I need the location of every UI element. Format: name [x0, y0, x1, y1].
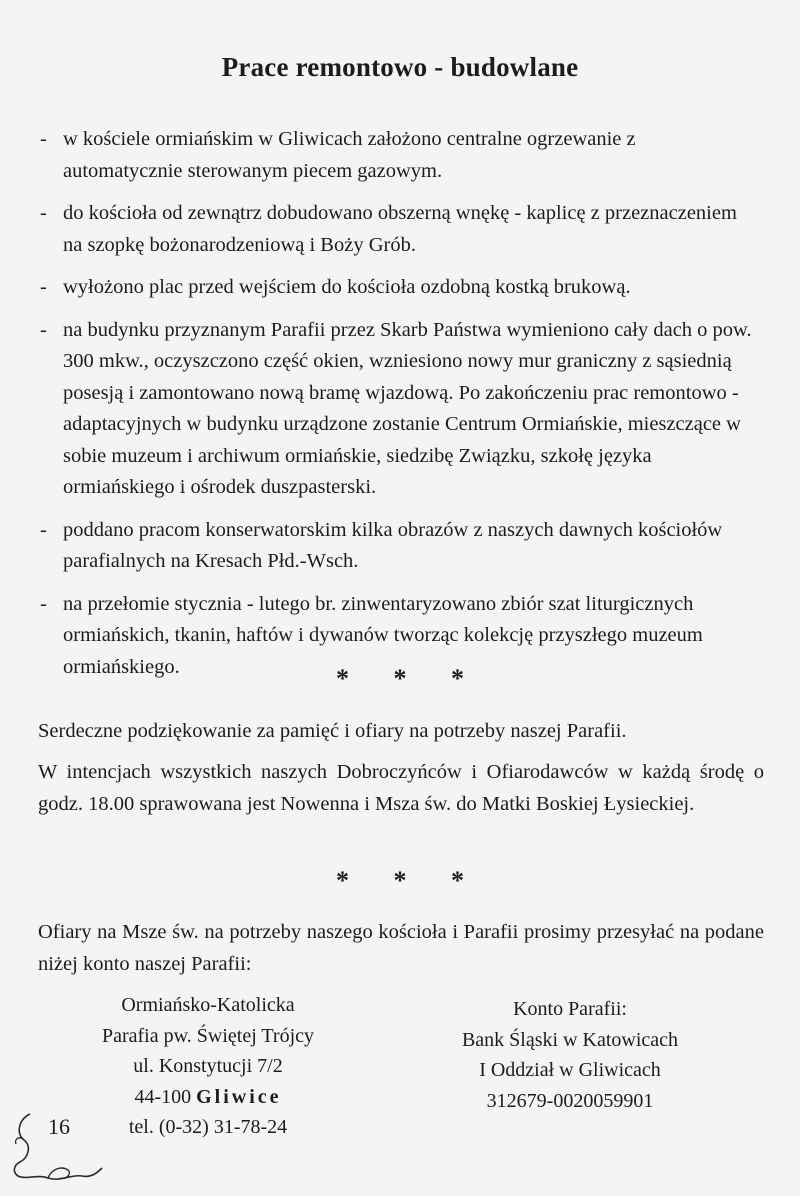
novena-paragraph: W intencjach wszystkich naszych Dobroczyńców i Ofiarodawców w każdą środę o godz. 18.00 sprawowana jest Nowenna i Msza św. do Matki Boskiej Łysieckiej. [38, 761, 764, 815]
address-line: Parafia pw. Świętej Trójcy [101, 1024, 314, 1047]
page-title: Prace remontowo - budowlane [221, 52, 579, 82]
list-item [40, 124, 760, 187]
list-bullet: - [40, 318, 47, 341]
list-item-text: w kościele ormiańskim w Gliwicach założono centralne ogrzewanie z automatycznie sterowanym piecem gazowym. [63, 128, 636, 182]
address-line: ul. Konstytucji 7/2 [133, 1055, 283, 1077]
donations-paragraph: Ofiary na Msze św. na potrzeby naszego kościoła i Parafii prosimy przesyłać na podane niżej konto naszej Parafii: [38, 921, 764, 975]
bank-name: Bank Śląski w Katowicach [461, 1028, 679, 1051]
list-bullet: - [40, 518, 47, 541]
list-bullet: - [40, 592, 47, 615]
parish-address [68, 990, 348, 1143]
list-item-text: na przełomie stycznia - lutego br. zinwentaryzowano zbiór szat liturgicznych ormiańskich, tkanin, haftów i dywanów tworząc kolekcję przyszłego muzeum ormiańskiego. [63, 592, 703, 678]
section-separator: * * * [336, 866, 464, 895]
bank-branch: I Oddział w Gliwicach [479, 1059, 661, 1081]
section-separator: * * * [336, 664, 464, 693]
list-bullet: - [40, 202, 47, 224]
list-item [40, 315, 760, 504]
account-label: Konto Parafii: [513, 998, 627, 1020]
list-item [40, 272, 760, 304]
list-item-text: wyłożono plac przed wejściem do kościoła ozdobną kostką brukową. [63, 276, 631, 298]
address-city-line [68, 1082, 348, 1113]
list-item-text: do kościoła od zewnątrz dobudowano obszerną wnękę - kaplicę z przeznaczeniem na szopkę bożonarodzeniową i Boży Grób. [63, 202, 737, 256]
address-line: Ormiańsko-Katolicka [121, 994, 295, 1016]
postcode: 44-100 [134, 1085, 192, 1108]
page-number: 16 [48, 1114, 70, 1139]
list-item [40, 515, 760, 578]
account-number: 312679-0020059901 [486, 1089, 654, 1112]
list-bullet: - [40, 276, 47, 298]
list-bullet: - [40, 128, 47, 150]
thanks-paragraph: Serdeczne podziękowanie za pamięć i ofiary na potrzeby naszej Parafii. [38, 720, 627, 742]
list-item-text: poddano pracom konserwatorskim kilka obrazów z naszych dawnych kościołów parafialnych na Kresach Płd.-Wsch. [63, 518, 723, 572]
phone-line: tel. (0-32) 31-78-24 [128, 1116, 288, 1138]
works-list [40, 124, 760, 694]
city: Gliwice [196, 1085, 282, 1108]
bank-account [420, 994, 720, 1116]
list-item-text: na budynku przyznanym Parafii przez Skarb Państwa wymieniono cały dach o pow. 300 mkw., oczyszczono część okien, wzniesiono nowy mur graniczny z sąsiednią posesją i zamontowano nową bramę wjazdową. Po zakończeniu prac remontowo - adaptacyjnych w budynku urządzone zostanie Centrum Ormiańskie, mieszczące w sobie muzeum i archiwum ormiańskie, siedzibę Związku, szkołę języka ormiańskiego i ośrodek duszpasterski. [63, 318, 752, 498]
list-item [40, 198, 760, 261]
